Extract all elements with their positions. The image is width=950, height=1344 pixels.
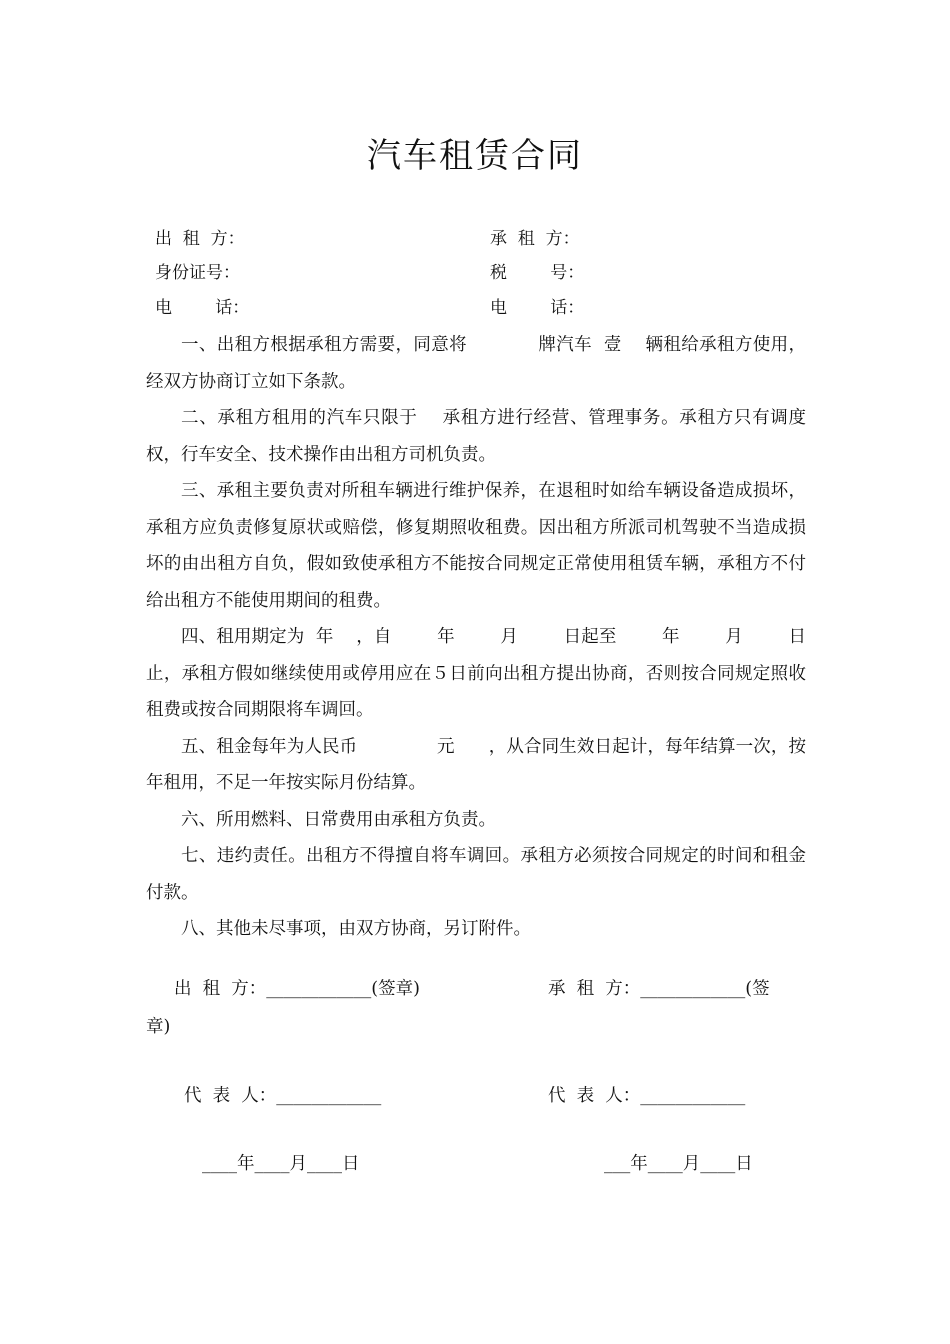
lessee-field-label: 承 租 方： xyxy=(490,229,580,249)
contract-clauses xyxy=(146,327,806,948)
clause-5: 五、租金每年为人民币 元 ，从合同生效日起计，每年结算一次，按年租用，不足一年按实际月份结算。 xyxy=(146,736,806,793)
clause-1: 一、出租方根据承租方需要，同意将 牌汽车 壹 辆租给承租方使用，经双方协商订立如下条款。 xyxy=(146,335,806,392)
lessee-signature-line: 承 租 方：____________(签 xyxy=(548,979,770,999)
date-left-line: ____年____月____日 xyxy=(202,1154,360,1174)
clause-2: 二、承租方租用的汽车只限于 承租方进行经营、管理事务。承租方只有调度权，行车安全、技术操作由出租方司机负责。 xyxy=(146,408,806,465)
clause-8: 八、其他未尽事项，由双方协商，另订附件。 xyxy=(181,919,531,939)
lessor-field-label: 出 租 方： xyxy=(155,229,245,249)
phone-left-field-label: 电 话： xyxy=(155,298,250,318)
representative-right-line: 代 表 人：____________ xyxy=(548,1086,746,1106)
representative-left-line: 代 表 人：____________ xyxy=(184,1086,382,1106)
clause-7: 七、违约责任。出租方不得擅自将车调回。承租方必须按合同规定的时间和租金付款。 xyxy=(146,846,806,903)
lessor-signature-line: 出 租 方：____________(签章) xyxy=(174,979,420,999)
clause-6: 六、所用燃料、日常费用由承租方负责。 xyxy=(181,809,496,830)
tax-number-field-label: 税 号： xyxy=(490,263,585,283)
phone-right-field-label: 电 话： xyxy=(490,298,585,318)
id-number-field-label: 身份证号： xyxy=(155,263,240,283)
clause-4: 四、租用期定为 年 ，自 年 月 日起至 年 月 日止，承租方假如继续使用或停用应在５日前向出租方提出协商，否则按合同规定照收租费或按合同期限将车调回。 xyxy=(146,627,806,720)
clause-3: 三、承租主要负责对所租车辆进行维护保养，在退租时如给车辆设备造成损坏，承租方应负责修复原状或赔偿，修复期照收租费。因出租方所派司机驾驶不当造成损坏的由出租方自负，假如致使承租方不能按合同规定正常使用租赁车辆，承租方不付给出租方不能使用期间的租费。 xyxy=(146,481,806,611)
date-right-line: ___年____月____日 xyxy=(604,1154,753,1174)
lessee-signature-wrap: 章) xyxy=(146,1017,171,1037)
document-title: 汽车租赁合同 xyxy=(367,136,583,176)
